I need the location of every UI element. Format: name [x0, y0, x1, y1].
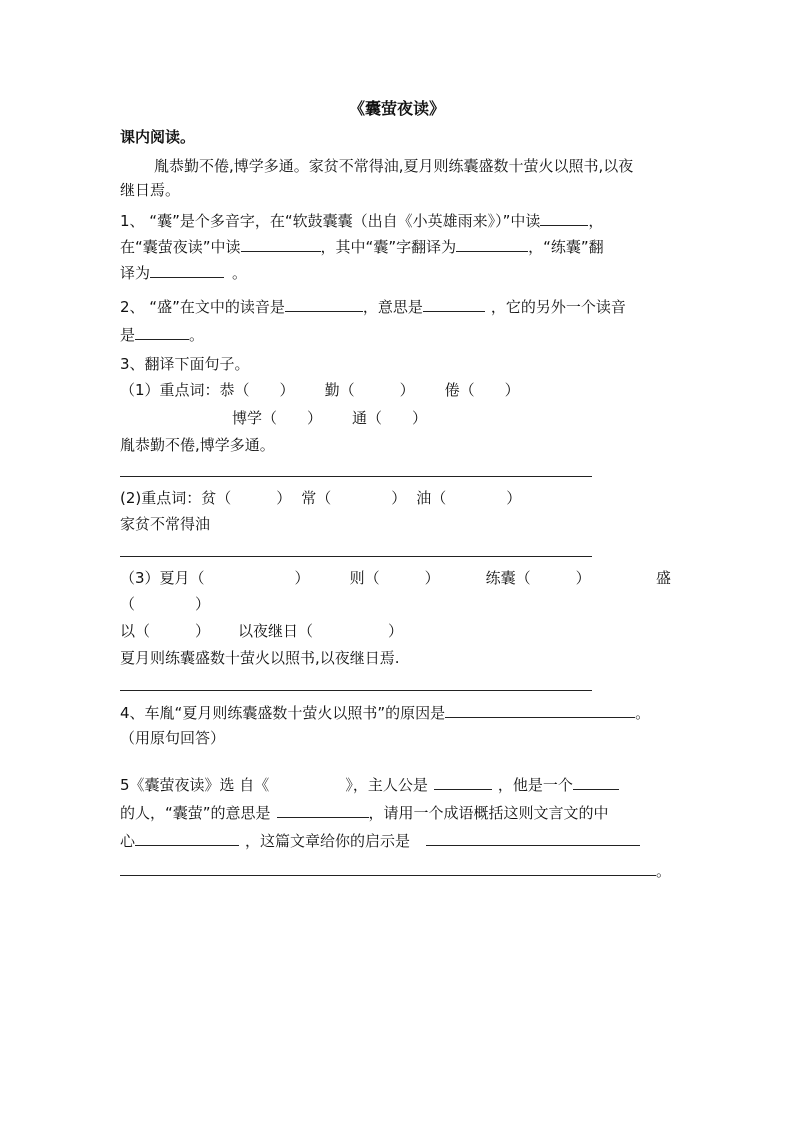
q5-line-3 — [120, 830, 640, 851]
q5-blank-lesson[interactable] — [426, 830, 640, 846]
q5-blank-person[interactable] — [573, 774, 619, 790]
q1-text-c: 在“囊萤夜读”中读 — [120, 238, 241, 256]
q3-p1-word-1: 恭（ ） — [219, 381, 295, 399]
q3-p2-sentence: 家贫不常得油 — [120, 515, 211, 533]
q5-text-g: ，这篇文章给你的启示是 — [245, 832, 411, 850]
q3-part3-keywords-2 — [120, 621, 403, 641]
q2-text-d: 是 — [120, 326, 136, 344]
q4-text-b: 。 — [635, 704, 651, 722]
q2-blank-3[interactable] — [135, 324, 189, 340]
q3-p3-word-3: 练囊（ ） — [485, 569, 591, 587]
q3-p3-label: （3） — [120, 569, 160, 587]
q4-line-1 — [120, 702, 650, 723]
q4-line-2: （用原句回答） — [120, 729, 226, 747]
passage-line-1: 胤恭勤不倦,博学多通。家贫不常得油,夏月则练囊盛数十萤火以照书,以夜 — [154, 157, 634, 175]
q5-line-1 — [120, 774, 619, 795]
q3-p2-answer-line[interactable] — [120, 556, 592, 557]
q3-part3-keywords — [120, 568, 591, 588]
q3-p2-word-2: 常（ ） — [301, 489, 407, 507]
q1-text-e: ，“练囊”翻 — [528, 238, 604, 256]
q2-line-2 — [120, 324, 204, 345]
q2-text-a: 2、 “盛”在文中的读音是 — [120, 298, 285, 316]
q3-p3-word-5: 以（ ） — [120, 622, 211, 640]
q5-line-2 — [120, 802, 609, 823]
q5-blank-protagonist[interactable] — [434, 774, 492, 790]
q3-p1-word-3: 倦（ ） — [444, 381, 520, 399]
q3-p1-label: （1）重点词： — [120, 381, 220, 399]
q3-p3-word-4-paren: （ ） — [120, 595, 211, 613]
page-title: 《囊萤夜读》 — [348, 99, 445, 118]
q2-text-b: ，意思是 — [362, 298, 423, 316]
q1-text-a: 1、 “囊”是个多音字，在“软鼓囊囊（出自《小英雄雨来》）”中读 — [120, 212, 541, 230]
q1-blank-2[interactable] — [241, 236, 321, 252]
q4-blank-1[interactable] — [445, 702, 635, 718]
q4-text-a: 4、车胤“夏月则练囊盛数十萤火以照书”的原因是 — [120, 704, 446, 722]
q1-blank-1[interactable] — [540, 210, 588, 226]
q3-heading: 3、翻译下面句子。 — [120, 355, 250, 373]
q3-p2-label: (2)重点词： — [120, 489, 202, 507]
q1-blank-3[interactable] — [456, 236, 528, 252]
q2-text-c: ，它的另外一个读音 — [490, 298, 626, 316]
q2-blank-1[interactable] — [285, 296, 363, 312]
q1-blank-4[interactable] — [150, 262, 224, 278]
q3-p1-word-2: 勤（ ） — [324, 381, 415, 399]
q5-blank-meaning[interactable] — [277, 802, 369, 818]
q3-p2-word-3: 油（ ） — [416, 489, 522, 507]
q2-line-1 — [120, 296, 626, 317]
q5-blank-idiom[interactable] — [135, 830, 239, 846]
q3-p2-word-1: 贫（ ） — [201, 489, 292, 507]
q1-text-d: ，其中“囊”字翻译为 — [320, 238, 457, 256]
q3-part2-keywords — [120, 488, 521, 508]
q1-text-b: ， — [588, 212, 604, 230]
q3-p3-answer-line[interactable] — [120, 690, 592, 691]
q3-part1-keywords — [120, 380, 520, 400]
q3-p3-word-1: 夏月（ ） — [159, 569, 310, 587]
passage-line-2: 继日焉。 — [120, 181, 181, 199]
q3-p1-sentence: 胤恭勤不倦,博学多通。 — [120, 436, 275, 454]
q3-part1-keywords-2 — [232, 408, 427, 428]
q1-line-2 — [120, 236, 604, 257]
q5-line-4 — [120, 860, 671, 881]
q5-text-b: 》，主人公是 — [345, 776, 428, 794]
q1-line-1 — [120, 210, 603, 231]
q5-text-e: ，请用一个成语概括这则文言文的中 — [368, 804, 609, 822]
q3-p1-answer-line[interactable] — [120, 476, 592, 477]
q3-p3-word-6: 以夜继日（ ） — [238, 622, 404, 640]
q5-text-c: ，他是一个 — [497, 776, 573, 794]
q5-blank-lesson-cont[interactable] — [120, 860, 656, 876]
q1-line-3 — [120, 262, 247, 283]
q5-text-a: 5《囊萤夜读》选 自《 — [120, 776, 270, 794]
q1-text-g: 。 — [232, 264, 248, 282]
section-heading: 课内阅读。 — [120, 128, 196, 146]
q3-p3-word-2: 则（ ） — [349, 569, 440, 587]
q3-p3-sentence: 夏月则练囊盛数十萤火以照书,以夜继日焉. — [120, 649, 400, 667]
q3-p1-word-5: 通（ ） — [352, 409, 428, 427]
q3-p3-word-4: 盛 — [656, 569, 672, 587]
q2-blank-2[interactable] — [423, 296, 485, 312]
q5-text-d: 的人，“囊萤”的意思是 — [120, 804, 271, 822]
q1-text-f: 译为 — [120, 264, 151, 282]
q2-text-e: 。 — [189, 326, 205, 344]
q5-text-f: 心 — [120, 832, 136, 850]
q5-text-end: 。 — [656, 862, 672, 880]
q3-p1-word-4: 博学（ ） — [232, 409, 323, 427]
